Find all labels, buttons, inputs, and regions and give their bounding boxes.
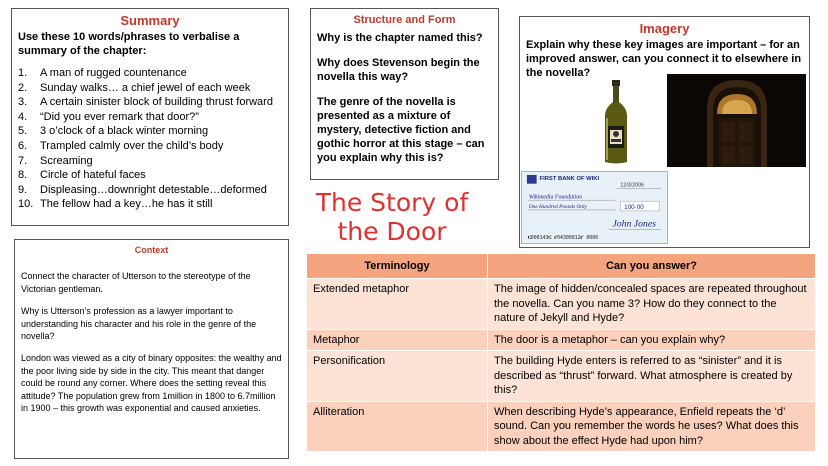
summary-intro: Use these 10 words/phrases to verbalise a summary of the chapter: [18,31,240,57]
gin-bottle-image [601,80,631,164]
page-title [314,188,470,246]
list-item: 7. Screaming [18,154,93,167]
question-cell: The door is a metaphor – can you explain why? [488,329,816,351]
list-item: 5. 3 o’clock of a black winter morning [18,125,209,138]
dark-doorway-image [667,74,806,167]
structure-title: Structure and Form [353,14,456,26]
cheque-payee: Wikimedia Foundation [528,194,583,201]
term-cell: Personification [307,351,488,402]
cheque-amount: 100·00 [624,203,644,211]
summary-list [18,66,282,212]
terminology-table [306,253,816,452]
context-paragraph-3: London was viewed as a city of binary opposites: the wealthy and the poor living side by side in the city. This meant that danger could be round any corner. Where does the setting reveal this attitude? The population grew from 1million in 1800 to 6.7million in 1900 – this growth was exponential and caused anxieties. [21,353,282,414]
structure-question-3: The genre of the novella is presented as a mixture of mystery, detective fiction and gothic horror at this stage – can you explain why this is? [317,96,485,164]
list-item: 10. The fellow had a key…he has it still [18,198,213,211]
table-row [307,401,816,452]
table-row [307,329,816,351]
list-item: 6. Trampled calmly over the child’s body [18,139,224,152]
table-header-row [307,254,816,279]
term-cell: Alliteration [307,401,488,452]
summary-title: Summary [120,13,180,28]
table-row [307,351,816,402]
context-panel [14,239,289,459]
title-line-2: the Door [337,217,447,246]
question-cell: The image of hidden/concealed spaces are repeated throughout the novella. Can you name 3? How do they connect to the nature of Jekyll and Hyde? [488,279,816,330]
imagery-description: Explain why these key images are important – for an improved answer, can you connect it to elsewhere in the novella? [526,39,802,79]
title-line-1: The Story of [315,188,469,217]
question-cell: When describing Hyde’s appearance, Enfield repeats the ‘d’ sound. Can you remember the words he uses? What does this show about the effect Hyde had upon him? [488,401,816,452]
cheque-micr: ⑆000143⑆ ⑈04300012⑈ 0000 [527,235,599,242]
cheque-amount-words: One Hundred Pounds Only [528,203,587,210]
context-title: Context [134,245,169,255]
cheque-signature: John Jones [612,218,656,230]
list-item: 8. Circle of hateful faces [18,169,146,182]
structure-question-1: Why is the chapter named this? [317,32,483,44]
cheque-date: 12/3/2006 [620,182,644,189]
summary-panel [11,8,289,226]
list-item: 3. A certain sinister block of building thrust forward [18,96,273,109]
question-cell: The building Hyde enters is referred to as “sinister” and it is described as “thrust” forward. What atmosphere is created by this? [488,351,816,402]
imagery-title: Imagery [639,21,690,36]
table-row [307,279,816,330]
list-item: 9. Displeasing…downright detestable…deformed [18,183,267,196]
term-cell: Extended metaphor [307,279,488,330]
list-item: 4. “Did you ever remark that door?” [18,110,199,123]
list-item: 2. Sunday walks… a chief jewel of each week [18,81,251,94]
context-paragraph-2: Why is Utterson’s profession as a lawyer important to understanding his character and his role in the genre of the novella? [21,306,257,342]
cheque-bank-name: FIRST BANK OF WIKI [539,175,600,182]
list-item: 1. A man of rugged countenance [18,67,187,79]
structure-panel [310,8,499,180]
column-header-answer: Can you answer? [488,254,816,279]
bank-cheque-image [521,171,668,244]
column-header-terminology: Terminology [307,254,488,279]
context-paragraph-1: Connect the character of Utterson to the stereotype of the Victorian gentleman. [21,271,251,294]
term-cell: Metaphor [307,329,488,351]
structure-question-2: Why does Stevenson begin the novella this way? [317,57,480,83]
